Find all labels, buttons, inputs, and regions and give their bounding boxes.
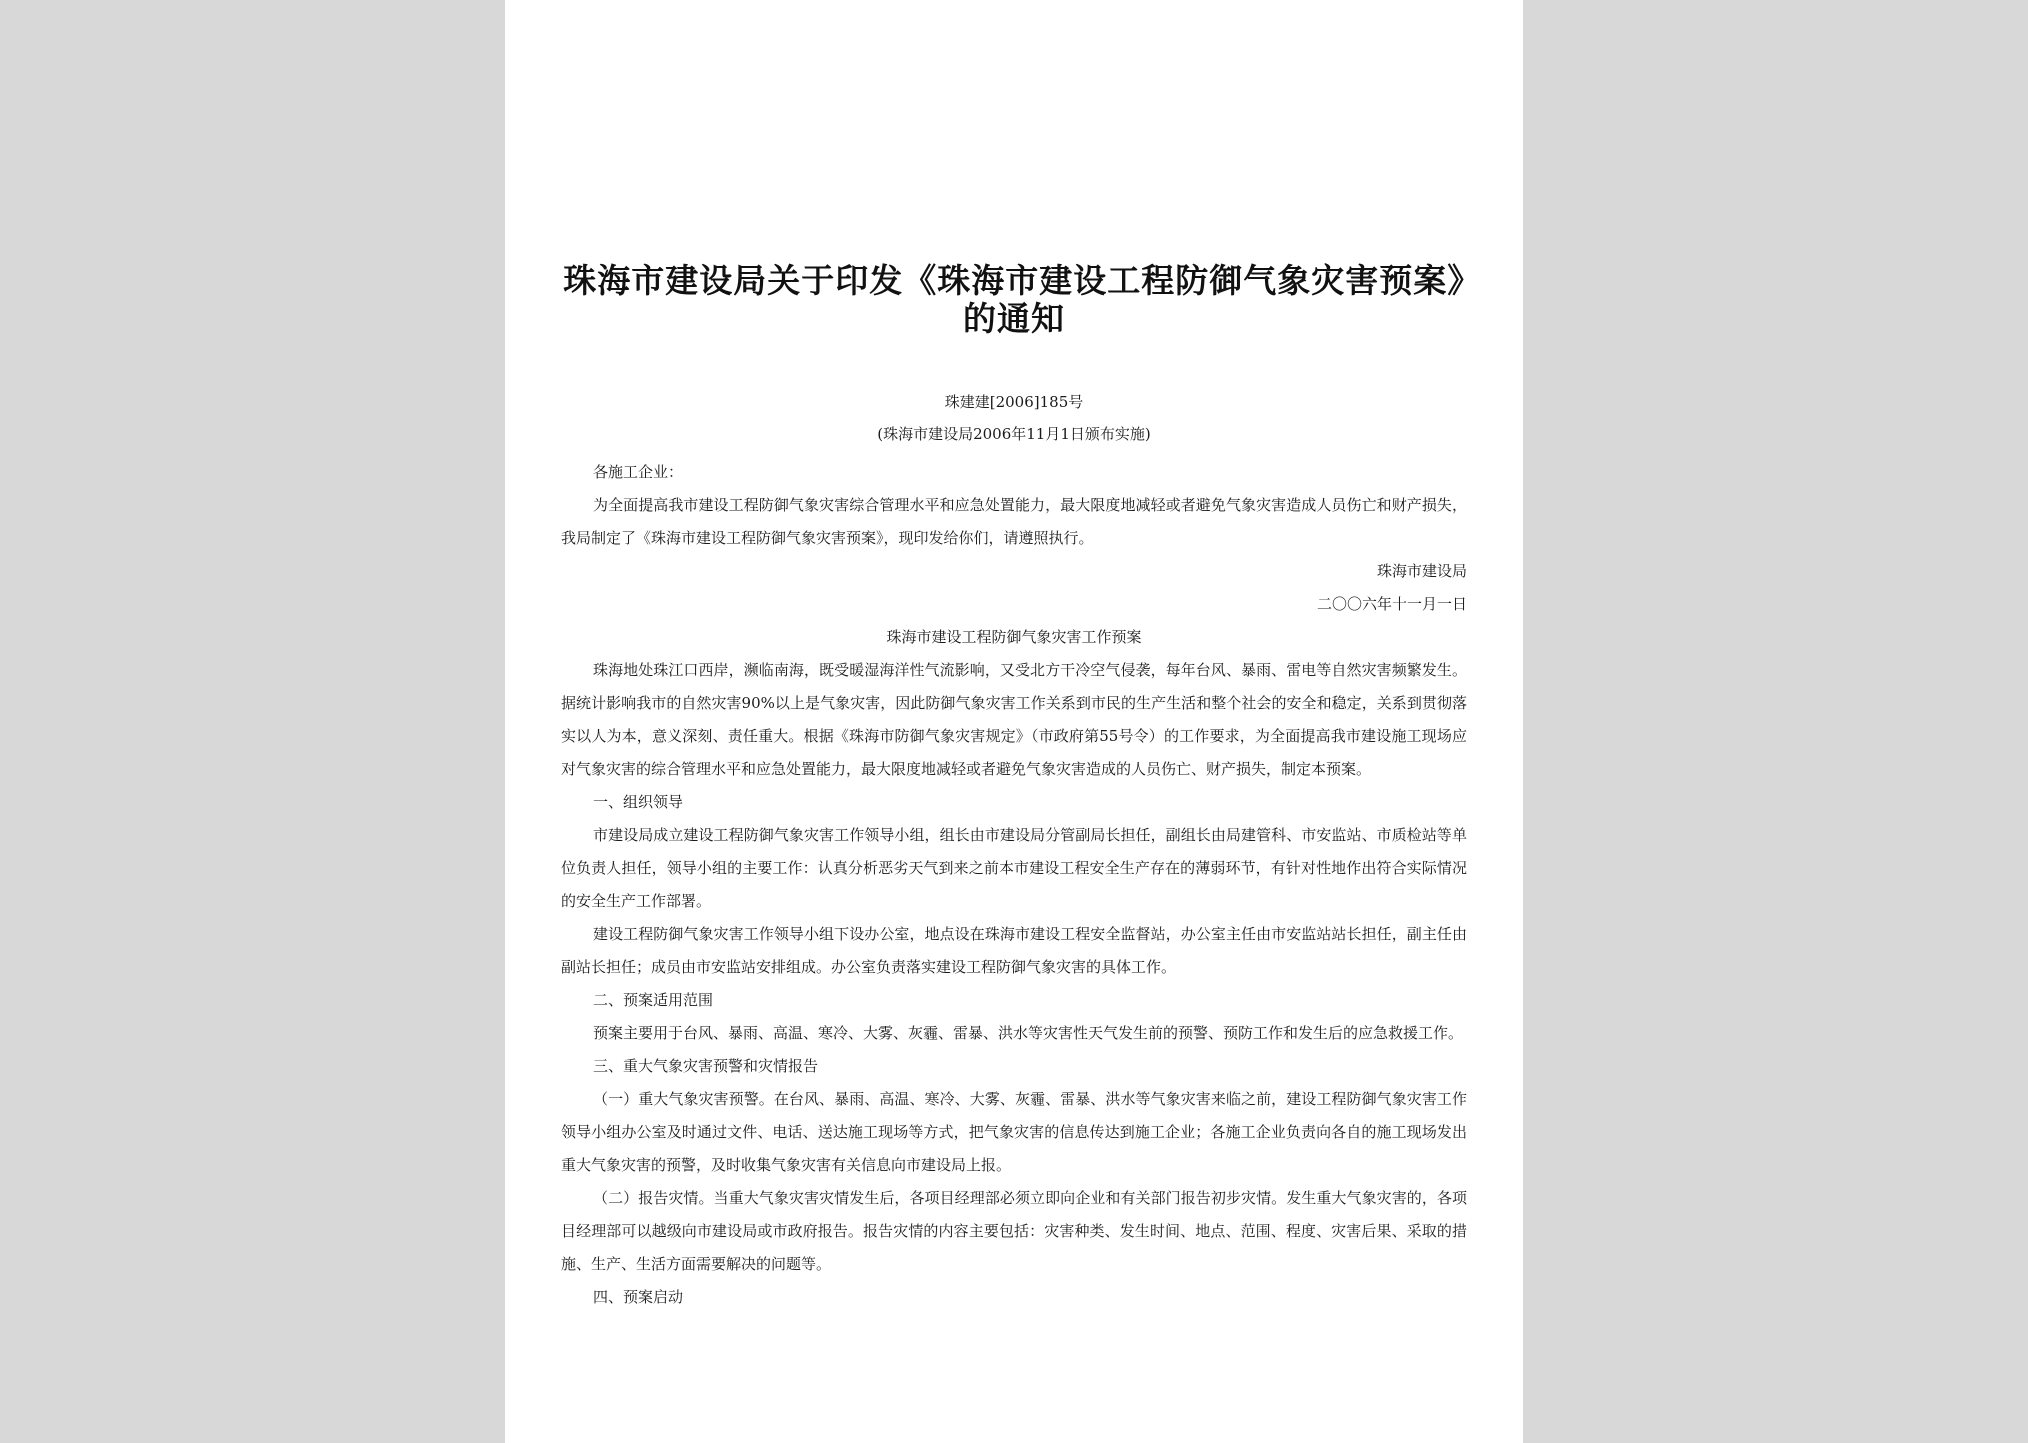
section-paragraph: （一）重大气象灾害预警。在台风、暴雨、高温、寒冷、大雾、灰霾、雷暴、洪水等气象灾害来临之前，建设工程防御气象灾害工作领导小组办公室及时通过文件、电话、送达施工现场等方式，把气象灾害的信息传达到施工企业；各施工企业负责向各自的施工现场发出重大气象灾害的预警，及时收集气象灾害有关信息向市建设局上报。 xyxy=(561,1090,1467,1174)
issued-note: (珠海市建设局2006年11月1日颁布实施) xyxy=(877,425,1151,443)
document-number: 珠建建[2006]185号 xyxy=(944,393,1084,411)
plan-title: 珠海市建设工程防御气象灾害工作预案 xyxy=(886,628,1142,646)
document-title: 珠海市建设局关于印发《珠海市建设工程防御气象灾害预案》的通知 xyxy=(563,261,1465,338)
document-page xyxy=(505,0,1523,1443)
section-heading: 三、重大气象灾害预警和灾情报告 xyxy=(593,1057,819,1075)
section-heading: 四、预案启动 xyxy=(593,1288,684,1306)
section-paragraph: 建设工程防御气象灾害工作领导小组下设办公室，地点设在珠海市建设工程安全监督站，办公室主任由市安监站站长担任，副主任由副站长担任；成员由市安监站安排组成。办公室负责落实建设工程防御气象灾害的具体工作。 xyxy=(561,925,1467,976)
section-paragraph: 预案主要用于台风、暴雨、高温、寒冷、大雾、灰霾、雷暴、洪水等灾害性天气发生前的预警、预防工作和发生后的应急救援工作。 xyxy=(593,1024,1464,1042)
signature-date: 二〇〇六年十一月一日 xyxy=(1316,595,1467,613)
plan-intro-paragraph: 珠海地处珠江口西岸，濒临南海，既受暖湿海洋性气流影响，又受北方干冷空气侵袭，每年台风、暴雨、雷电等自然灾害频繁发生。据统计影响我市的自然灾害90%以上是气象灾害，因此防御气象灾害工作关系到市民的生产生活和整个社会的安全和稳定，关系到贯彻落实以人为本，意义深刻、责任重大。根据《珠海市防御气象灾害规定》（市政府第55号令）的工作要求，为全面提高我市建设施工现场应对气象灾害的综合管理水平和应急处置能力，最大限度地减轻或者避免气象灾害造成的人员伤亡、财产损失，制定本预案。 xyxy=(561,661,1467,778)
section-paragraph: （二）报告灾情。当重大气象灾害灾情发生后，各项目经理部必须立即向企业和有关部门报告初步灾情。发生重大气象灾害的，各项目经理部可以越级向市建设局或市政府报告。报告灾情的内容主要包括：灾害种类、发生时间、地点、范围、程度、灾害后果、采取的措施、生产、生活方面需要解决的问题等。 xyxy=(561,1189,1467,1273)
section-heading: 二、预案适用范围 xyxy=(593,991,714,1009)
signature-org: 珠海市建设局 xyxy=(1376,562,1467,580)
section-heading: 一、组织领导 xyxy=(593,793,684,811)
section-paragraph: 市建设局成立建设工程防御气象灾害工作领导小组，组长由市建设局分管副局长担任，副组长由局建管科、市安监站、市质检站等单位负责人担任，领导小组的主要工作：认真分析恶劣天气到来之前本市建设工程安全生产存在的薄弱环节，有针对性地作出符合实际情况的安全生产工作部署。 xyxy=(561,826,1467,910)
salutation: 各施工企业： xyxy=(593,463,684,481)
intro-paragraph: 为全面提高我市建设工程防御气象灾害综合管理水平和应急处置能力，最大限度地减轻或者避免气象灾害造成人员伤亡和财产损失，我局制定了《珠海市建设工程防御气象灾害预案》，现印发给你们，请遵照执行。 xyxy=(561,496,1467,547)
